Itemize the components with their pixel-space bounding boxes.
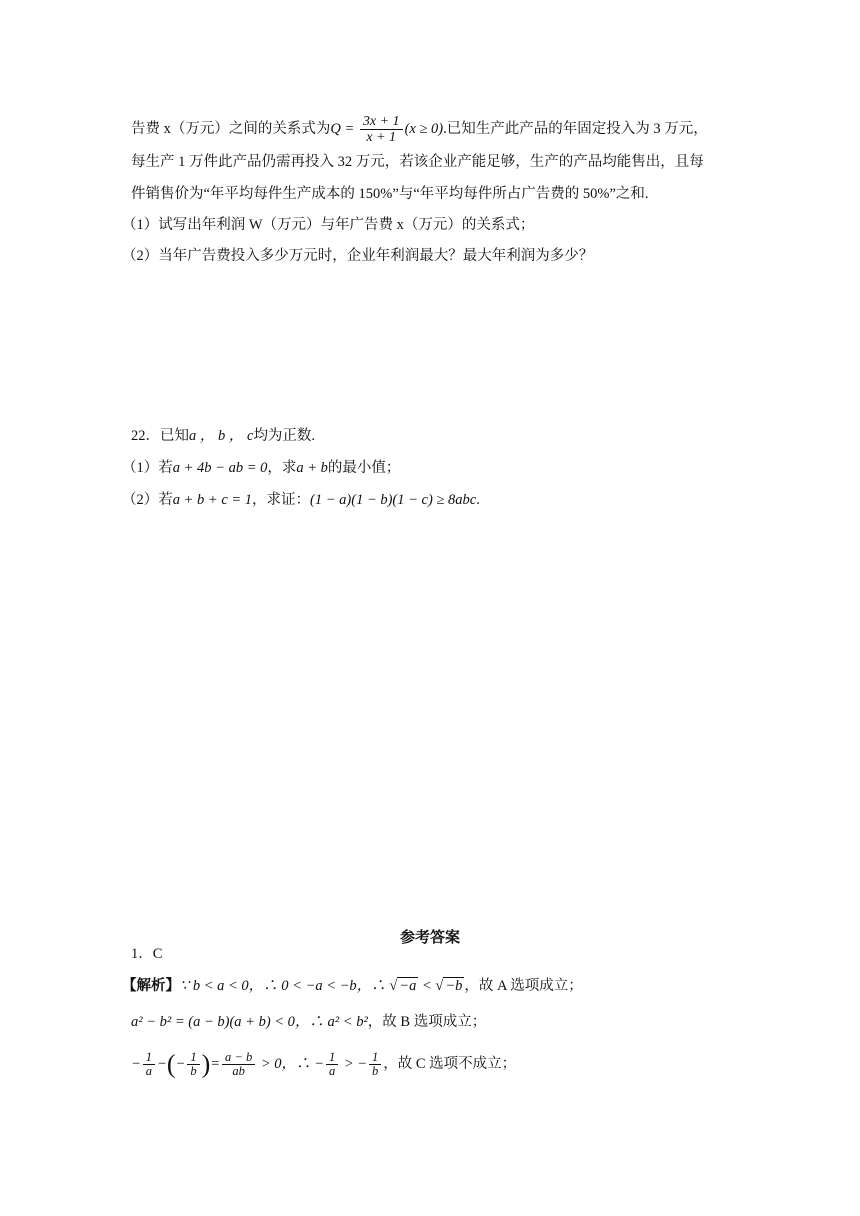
answer-line3-gt: > −	[340, 1055, 368, 1072]
q21-line2: 每生产 1 万件此产品仍需再投入 32 万元，若该企业产能足够，生产的产品均能售出，且每	[131, 154, 704, 170]
sqrt-neg-b: √ −b	[435, 978, 463, 994]
frac-a-minus-b-over-ab	[222, 1051, 255, 1078]
frac-1-over-b-2-num: 1	[372, 1050, 379, 1064]
q22-stem-vars: a ， b ， c	[189, 428, 254, 444]
answer-line1-a: ∵ b < a < 0	[180, 978, 249, 994]
answer-line-3: − $\frac{1}{a}$ −(− $\frac{1}{b}$ )= $\frac{a - b}{ab}$ > 0，∴ − $\frac{1}{a}$ > − $\frac{1}{b}$ ，故 C 选项不成立；	[131, 1049, 517, 1079]
frac-1-over-a-2-num: 1	[328, 1050, 336, 1064]
answer-line3-mid: ，∴ −	[281, 1055, 324, 1072]
q22-part1	[122, 458, 400, 478]
frac-1-over-a-2-den: a	[326, 1064, 338, 1078]
q22-part2-inequality: (1 − a)(1 − b)(1 − c) ≥ 8abc	[310, 492, 477, 508]
answer-line1-lt: <	[418, 978, 436, 994]
answer-line1-end: ，故 A 选项成立；	[464, 978, 583, 994]
answer-line-1	[122, 976, 583, 996]
q22-stem-number: 22．已知	[131, 428, 189, 444]
q22-stem-end: 均为正数.	[253, 428, 316, 444]
frac-1-over-b-2	[369, 1051, 381, 1078]
q21-fraction	[360, 114, 403, 145]
answer-line-2	[131, 1012, 486, 1032]
frac-1-over-b-den: b	[187, 1064, 199, 1078]
q22-part1-prefix: （1）若	[122, 460, 173, 476]
answer-item-1: 1．C	[131, 946, 163, 962]
frac-1-over-a-den: a	[143, 1064, 155, 1078]
q22-part2-equation: a + b + c = 1	[172, 492, 253, 508]
q21-formula-domain: (x ≥ 0)	[404, 120, 444, 137]
answer-line3-end: ，故 C 选项不成立；	[383, 1055, 517, 1072]
frac-1-over-a	[143, 1051, 155, 1078]
q21-line3: 件销售价为“年平均每件生产成本的 150%”与“年平均每件所占广告费的 50%”之和.	[131, 186, 649, 202]
q21-part1: （1）试写出年利润 W（万元）与年广告费 x（万元）的关系式；	[122, 217, 535, 233]
frac-1-over-a-2	[326, 1051, 338, 1078]
q22-part1-expression: a + b	[296, 460, 328, 476]
q22-part1-end: 的最小值；	[327, 460, 401, 476]
frac-1-over-b-num: 1	[190, 1050, 197, 1064]
frac-ab-den: ab	[222, 1064, 255, 1078]
q22-part1-mid: ，求	[267, 460, 297, 476]
answer-line2-expr: a² − b² = (a − b)(a + b) < 0	[131, 1014, 295, 1030]
answer-line2-end: ，故 B 选项成立；	[367, 1014, 487, 1030]
q22-part2-end: .	[476, 492, 480, 508]
q22-part1-equation: a + 4b − ab = 0	[172, 460, 268, 476]
q22-part2-mid: ，求证：	[252, 492, 311, 508]
q21-line1-suffix: .已知生产此产品的年固定投入为 3 万元，	[443, 120, 708, 137]
frac-1-over-a-num: 1	[145, 1050, 153, 1064]
q21-part2: （2）当年广告费投入多少万元时，企业年利润最大？最大年利润为多少？	[122, 248, 594, 264]
answer-line3-gt0: > 0	[257, 1055, 282, 1072]
frac-a-minus-b-num: a − b	[225, 1050, 253, 1064]
q21-line1-prefix: 告费 x（万元）之间的关系式为	[131, 120, 331, 137]
answer-line1-c: ，∴	[356, 978, 390, 994]
answer-line2-mid: ，∴ a² < b²	[294, 1014, 368, 1030]
q21-formula-lhs: Q =	[330, 120, 358, 137]
frac-1-over-b	[187, 1051, 199, 1078]
sqrt-neg-a: √ −a	[389, 978, 417, 994]
q21-fraction-numerator: 3x + 1	[362, 114, 400, 129]
analysis-tag: 【解析】	[122, 978, 180, 994]
sqrt-neg-a-body: −a	[399, 978, 417, 994]
q21-fraction-denominator: x + 1	[360, 129, 403, 145]
q22-stem	[131, 426, 315, 446]
sqrt-neg-b-body: −b	[445, 978, 463, 994]
q22-part2-prefix: （2）若	[122, 492, 173, 508]
q22-part2	[122, 490, 480, 510]
answer-line1-b: ，∴ 0 < −a < −b	[248, 978, 357, 994]
q21-line1	[131, 114, 708, 145]
answers-heading: 参考答案	[399, 930, 460, 946]
frac-1-over-b-2-den: b	[369, 1064, 381, 1078]
